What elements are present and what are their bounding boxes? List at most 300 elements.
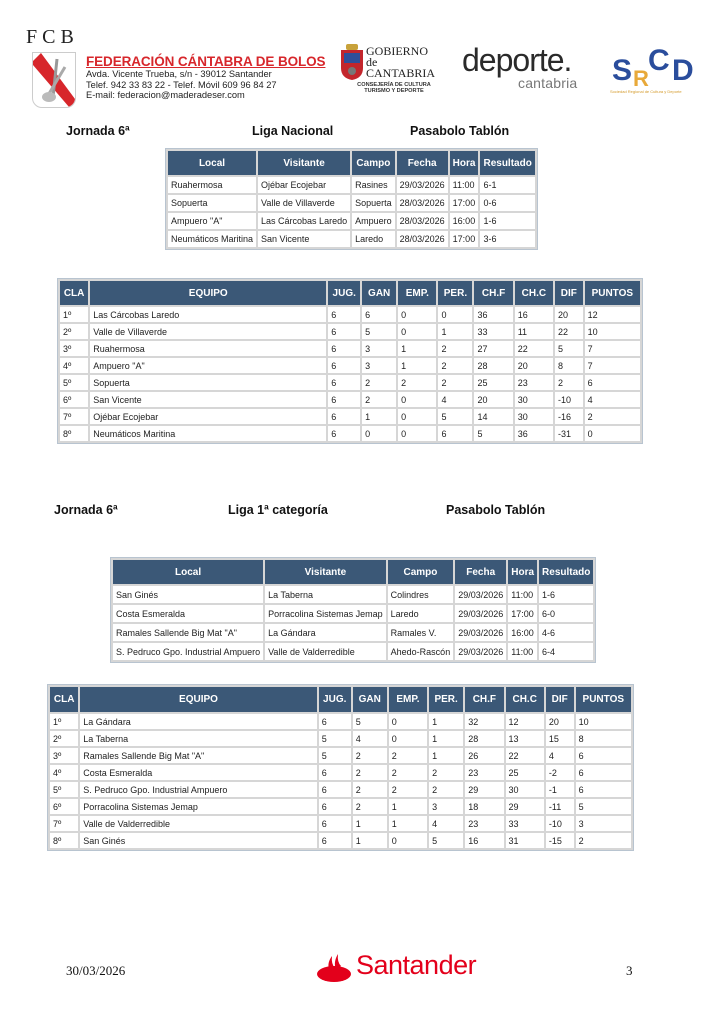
table-cell: 2 <box>353 765 387 780</box>
table-cell: 10 <box>576 714 631 729</box>
column-header: Fecha <box>397 151 448 175</box>
table-cell: Las Cárcobas Laredo <box>90 307 326 322</box>
table-cell: 29/03/2026 <box>397 177 448 193</box>
table-row <box>50 816 631 831</box>
table-cell: 5 <box>474 426 512 441</box>
matches-table-liga-nacional <box>166 149 537 249</box>
federation-phones: Telef. 942 33 83 22 - Telef. Móvil 609 96 84 27 <box>86 79 277 90</box>
table-cell: 13 <box>506 731 544 746</box>
table-cell: 11:00 <box>450 177 479 193</box>
table-cell: 2 <box>398 375 436 390</box>
table-cell: 29/03/2026 <box>455 586 506 603</box>
table-cell: Porracolina Sistemas Jemap <box>80 799 316 814</box>
fcb-logo <box>26 26 86 108</box>
table-row <box>50 833 631 848</box>
header-row <box>113 560 593 584</box>
column-header: Hora <box>508 560 537 584</box>
section-2-modalidad: Pasabolo Tablón <box>446 503 546 517</box>
table-cell: 3 <box>576 816 631 831</box>
column-header: CH.F <box>474 281 512 305</box>
table-cell: 20 <box>546 714 574 729</box>
table-cell: San Vicente <box>258 231 350 247</box>
table-cell: 2 <box>438 358 472 373</box>
federation-name: FEDERACIÓN CÁNTABRA DE BOLOS <box>86 54 326 69</box>
column-header: CH.F <box>465 687 503 712</box>
table-row <box>60 358 640 373</box>
table-cell: 2 <box>362 375 396 390</box>
table-row <box>50 748 631 763</box>
column-header: Local <box>113 560 263 584</box>
header-row <box>50 687 631 712</box>
table-cell: 1 <box>438 324 472 339</box>
table-cell: 5 <box>438 409 472 424</box>
section-2-liga: Liga 1ª categoría <box>228 503 328 517</box>
table-row <box>60 307 640 322</box>
table-cell: 1 <box>398 358 436 373</box>
column-header: EQUIPO <box>90 281 326 305</box>
matches-table-liga-1a <box>111 558 595 662</box>
table-cell: 0 <box>362 426 396 441</box>
table-cell: 30 <box>515 392 553 407</box>
table-cell: Rasines <box>352 177 395 193</box>
table-cell: 11:00 <box>508 586 537 603</box>
table-cell: 6 <box>328 409 360 424</box>
column-header: Hora <box>450 151 479 175</box>
table-cell: 30 <box>506 782 544 797</box>
table-cell: 1 <box>353 816 387 831</box>
table-cell: 6 <box>576 748 631 763</box>
column-header: Campo <box>388 560 454 584</box>
column-header: PUNTOS <box>576 687 631 712</box>
table-cell: 8º <box>50 833 78 848</box>
table-cell: 1 <box>429 731 463 746</box>
table-cell: -10 <box>546 816 574 831</box>
table-cell: 6 <box>319 765 351 780</box>
table-cell: Neumáticos Maritina <box>168 231 256 247</box>
table-cell: Porracolina Sistemas Jemap <box>265 605 386 622</box>
table-cell: 11:00 <box>508 643 537 660</box>
table-cell: 3-6 <box>480 231 534 247</box>
table-cell: 2 <box>576 833 631 848</box>
table-cell: 3 <box>362 341 396 356</box>
table-row <box>113 624 593 641</box>
table-cell: 2º <box>60 324 88 339</box>
cantabria-text: cantabria <box>518 75 578 91</box>
standings-table-liga-1a <box>48 685 633 850</box>
table-row <box>60 375 640 390</box>
table-cell: 5 <box>576 799 631 814</box>
table-row <box>50 714 631 729</box>
table-cell: 3º <box>50 748 78 763</box>
table-cell: 20 <box>515 358 553 373</box>
table-cell: 29/03/2026 <box>455 605 506 622</box>
table-cell: 14 <box>474 409 512 424</box>
table-cell: 32 <box>465 714 503 729</box>
table-cell: Laredo <box>352 231 395 247</box>
table-cell: 2 <box>555 375 583 390</box>
table-cell: 0 <box>389 714 427 729</box>
table-cell: Valle de Villaverde <box>258 195 350 211</box>
table-cell: -11 <box>546 799 574 814</box>
table-cell: -15 <box>546 833 574 848</box>
table-cell: Ruahermosa <box>168 177 256 193</box>
column-header: EMP. <box>398 281 436 305</box>
column-header: PER. <box>438 281 472 305</box>
table-row <box>50 731 631 746</box>
table-cell: 0 <box>398 324 436 339</box>
column-header: CH.C <box>506 687 544 712</box>
table-cell: 6 <box>319 714 351 729</box>
table-cell: 31 <box>506 833 544 848</box>
table-cell: Ahedo-Rascón <box>388 643 454 660</box>
table-cell: 5º <box>50 782 78 797</box>
table-cell: 6 <box>328 375 360 390</box>
table-cell: 23 <box>465 765 503 780</box>
table-cell: 0 <box>389 731 427 746</box>
table-cell: 6 <box>576 765 631 780</box>
table-cell: 0-6 <box>480 195 534 211</box>
table-cell: 6 <box>319 799 351 814</box>
column-header: JUG. <box>328 281 360 305</box>
table-cell: 0 <box>585 426 640 441</box>
table-cell: 5 <box>555 341 583 356</box>
table-cell: 3 <box>362 358 396 373</box>
table-cell: 6 <box>319 782 351 797</box>
table-cell: -31 <box>555 426 583 441</box>
table-cell: Valle de Valderredible <box>80 816 316 831</box>
santander-logo <box>316 950 488 984</box>
table-cell: S. Pedruco Gpo. Industrial Ampuero <box>113 643 263 660</box>
deporte-text: deporte. <box>462 42 572 78</box>
table-cell: -2 <box>546 765 574 780</box>
table-row <box>168 195 535 211</box>
table-cell: Costa Esmeralda <box>113 605 263 622</box>
table-cell: 28 <box>474 358 512 373</box>
column-header: DIF <box>546 687 574 712</box>
table-cell: San Vicente <box>90 392 326 407</box>
table-cell: 12 <box>585 307 640 322</box>
table-cell: 4 <box>438 392 472 407</box>
table-cell: Neumáticos Maritina <box>90 426 326 441</box>
table-cell: 1 <box>398 341 436 356</box>
table-cell: 2 <box>362 392 396 407</box>
table-row <box>50 782 631 797</box>
srcd-letter: C <box>648 44 670 77</box>
table-cell: Ojébar Ecojebar <box>258 177 350 193</box>
table-cell: Colindres <box>388 586 454 603</box>
table-cell: 2 <box>429 765 463 780</box>
table-cell: 7 <box>585 358 640 373</box>
table-cell: 33 <box>506 816 544 831</box>
srcd-letter: S <box>612 54 633 87</box>
table-cell: 6 <box>319 816 351 831</box>
table-cell: 28/03/2026 <box>397 195 448 211</box>
table-cell: 8º <box>60 426 88 441</box>
table-cell: 2 <box>353 748 387 763</box>
table-cell: 22 <box>555 324 583 339</box>
table-cell: 1 <box>429 748 463 763</box>
table-cell: S. Pedruco Gpo. Industrial Ampuero <box>80 782 316 797</box>
table-cell: 16:00 <box>508 624 537 641</box>
table-cell: 36 <box>474 307 512 322</box>
table-cell: 1 <box>353 833 387 848</box>
column-header: Resultado <box>539 560 593 584</box>
section-1-jornada: Jornada 6ª <box>66 124 130 138</box>
table-cell: Sopuerta <box>90 375 326 390</box>
table-cell: 4 <box>429 816 463 831</box>
table-cell: 1º <box>60 307 88 322</box>
column-header: CLA <box>50 687 78 712</box>
table-cell: 2 <box>389 782 427 797</box>
table-cell: 5 <box>319 748 351 763</box>
table-cell: 6 <box>328 358 360 373</box>
column-header: Local <box>168 151 256 175</box>
table-cell: 1 <box>389 799 427 814</box>
table-cell: Valle de Villaverde <box>90 324 326 339</box>
table-cell: 0 <box>438 307 472 322</box>
fcb-letters: FCB <box>26 26 79 48</box>
table-cell: 6 <box>438 426 472 441</box>
srcd-letter: R <box>633 66 649 91</box>
table-cell: -10 <box>555 392 583 407</box>
table-cell: San Ginés <box>80 833 316 848</box>
table-cell: 6-4 <box>539 643 593 660</box>
footer-date: 30/03/2026 <box>66 963 126 978</box>
table-row <box>168 213 535 229</box>
table-row <box>60 341 640 356</box>
table-cell: 2 <box>438 341 472 356</box>
srcd-logo <box>610 44 710 96</box>
table-cell: 16:00 <box>450 213 479 229</box>
table-cell: 6 <box>319 833 351 848</box>
table-row <box>60 324 640 339</box>
table-cell: 4 <box>585 392 640 407</box>
table-cell: 6 <box>576 782 631 797</box>
table-cell: 28 <box>465 731 503 746</box>
table-cell: Costa Esmeralda <box>80 765 316 780</box>
table-cell: 4-6 <box>539 624 593 641</box>
consejeria-text <box>338 82 450 94</box>
table-cell: 8 <box>555 358 583 373</box>
table-row <box>50 799 631 814</box>
table-cell: Valle de Valderredible <box>265 643 386 660</box>
table-cell: Sopuerta <box>352 195 395 211</box>
table-cell: 17:00 <box>450 231 479 247</box>
table-cell: 23 <box>515 375 553 390</box>
table-cell: Ramales V. <box>388 624 454 641</box>
table-cell: 6 <box>328 341 360 356</box>
table-cell: 33 <box>474 324 512 339</box>
table-cell: 2 <box>389 748 427 763</box>
table-cell: 2 <box>438 375 472 390</box>
table-cell: 5º <box>60 375 88 390</box>
table-row <box>113 605 593 622</box>
column-header: PUNTOS <box>585 281 640 305</box>
gobierno-line: GOBIERNO <box>366 44 428 58</box>
column-header: Resultado <box>480 151 534 175</box>
table-cell: 4º <box>60 358 88 373</box>
consejeria-line: TURISMO Y DEPORTE <box>364 88 424 94</box>
table-cell: 0 <box>398 307 436 322</box>
table-cell: Ampuero "A" <box>168 213 256 229</box>
table-cell: 29/03/2026 <box>455 643 506 660</box>
table-cell: 6º <box>50 799 78 814</box>
table-row <box>60 409 640 424</box>
cantabria-shield-icon <box>340 44 364 80</box>
table-cell: 30 <box>515 409 553 424</box>
column-header: EMP. <box>389 687 427 712</box>
section-1-liga: Liga Nacional <box>252 124 334 138</box>
table-cell: 26 <box>465 748 503 763</box>
table-cell: 0 <box>398 392 436 407</box>
table-cell: 22 <box>515 341 553 356</box>
table-cell: 5 <box>319 731 351 746</box>
page-number: 3 <box>626 963 633 978</box>
table-cell: 29/03/2026 <box>455 624 506 641</box>
table-cell: -1 <box>546 782 574 797</box>
table-cell: 36 <box>515 426 553 441</box>
table-row <box>113 586 593 603</box>
gobierno-line: de <box>366 55 378 69</box>
section-2-jornada: Jornada 6ª <box>54 503 118 517</box>
table-cell: San Ginés <box>113 586 263 603</box>
section-1-modalidad: Pasabolo Tablón <box>410 124 510 138</box>
table-cell: 6º <box>60 392 88 407</box>
table-cell: 3º <box>60 341 88 356</box>
table-cell: Ampuero <box>352 213 395 229</box>
column-header: JUG. <box>319 687 351 712</box>
table-row <box>113 643 593 660</box>
table-cell: 5 <box>353 714 387 729</box>
santander-text: Santander <box>356 950 477 980</box>
table-cell: Laredo <box>388 605 454 622</box>
column-header: PER. <box>429 687 463 712</box>
table-cell: La Taberna <box>265 586 386 603</box>
table-cell: Ramales Sallende Big Mat "A" <box>80 748 316 763</box>
table-cell: 0 <box>389 833 427 848</box>
table-row <box>60 426 640 441</box>
table-cell: 2 <box>585 409 640 424</box>
table-cell: 16 <box>465 833 503 848</box>
table-cell: 1-6 <box>480 213 534 229</box>
table-row <box>60 392 640 407</box>
table-cell: 17:00 <box>508 605 537 622</box>
table-cell: 2 <box>353 799 387 814</box>
table-cell: 1-6 <box>539 586 593 603</box>
table-cell: 0 <box>398 409 436 424</box>
table-cell: 3 <box>429 799 463 814</box>
table-cell: 6 <box>328 392 360 407</box>
gobierno-line: CANTABRIA <box>366 66 436 80</box>
federation-address: Avda. Vicente Trueba, s/n - 39012 Santander <box>86 69 272 79</box>
table-cell: 4 <box>353 731 387 746</box>
table-cell: 7º <box>50 816 78 831</box>
table-cell: -16 <box>555 409 583 424</box>
table-cell: 2 <box>353 782 387 797</box>
srcd-letter: D <box>672 54 694 87</box>
table-cell: 2 <box>429 782 463 797</box>
table-cell: 7º <box>60 409 88 424</box>
header-row <box>168 151 535 175</box>
federation-info <box>86 54 326 101</box>
table-cell: 22 <box>506 748 544 763</box>
table-cell: Ruahermosa <box>90 341 326 356</box>
table-cell: 4º <box>50 765 78 780</box>
table-cell: 6-0 <box>539 605 593 622</box>
column-header: GAN <box>362 281 396 305</box>
table-cell: 1º <box>50 714 78 729</box>
table-cell: 6 <box>328 307 360 322</box>
table-cell: 0 <box>398 426 436 441</box>
table-cell: La Gándara <box>80 714 316 729</box>
table-cell: 6 <box>328 324 360 339</box>
column-header: CLA <box>60 281 88 305</box>
table-cell: 6 <box>328 426 360 441</box>
table-cell: 6-1 <box>480 177 534 193</box>
table-cell: 18 <box>465 799 503 814</box>
header-row <box>60 281 640 305</box>
table-cell: 2º <box>50 731 78 746</box>
table-cell: 5 <box>429 833 463 848</box>
fcb-shield-icon <box>32 52 76 108</box>
gobierno-text <box>366 46 435 79</box>
table-cell: 1 <box>389 816 427 831</box>
table-cell: 25 <box>474 375 512 390</box>
table-cell: 25 <box>506 765 544 780</box>
srcd-subtitle: Sociedad Regional de Cultura y Deporte <box>610 89 682 94</box>
federation-email: E-mail: federacion@maderadeser.com <box>86 90 245 100</box>
table-cell: 11 <box>515 324 553 339</box>
table-cell: Las Cárcobas Laredo <box>258 213 350 229</box>
table-cell: 20 <box>555 307 583 322</box>
column-header: Fecha <box>455 560 506 584</box>
table-cell: 16 <box>515 307 553 322</box>
column-header: GAN <box>353 687 387 712</box>
gobierno-cantabria-logo <box>338 42 448 98</box>
column-header: DIF <box>555 281 583 305</box>
table-cell: 15 <box>546 731 574 746</box>
table-cell: 28/03/2026 <box>397 231 448 247</box>
table-cell: La Gándara <box>265 624 386 641</box>
table-cell: 23 <box>465 816 503 831</box>
table-cell: 17:00 <box>450 195 479 211</box>
table-cell: La Taberna <box>80 731 316 746</box>
table-cell: 12 <box>506 714 544 729</box>
table-cell: 6 <box>362 307 396 322</box>
table-cell: 4 <box>546 748 574 763</box>
table-cell: 20 <box>474 392 512 407</box>
table-cell: 5 <box>362 324 396 339</box>
table-cell: 27 <box>474 341 512 356</box>
deporte-cantabria-logo <box>462 42 592 93</box>
column-header: Visitante <box>258 151 350 175</box>
table-cell: 29 <box>465 782 503 797</box>
table-cell: Ampuero "A" <box>90 358 326 373</box>
standings-table-liga-nacional <box>58 279 642 443</box>
column-header: CH.C <box>515 281 553 305</box>
table-cell: 10 <box>585 324 640 339</box>
table-cell: 8 <box>576 731 631 746</box>
table-cell: 1 <box>362 409 396 424</box>
table-cell: 6 <box>585 375 640 390</box>
table-cell: 28/03/2026 <box>397 213 448 229</box>
table-cell: 29 <box>506 799 544 814</box>
table-cell: 2 <box>389 765 427 780</box>
santander-flame-icon <box>316 952 352 987</box>
table-row <box>168 231 535 247</box>
column-header: EQUIPO <box>80 687 316 712</box>
table-row <box>168 177 535 193</box>
